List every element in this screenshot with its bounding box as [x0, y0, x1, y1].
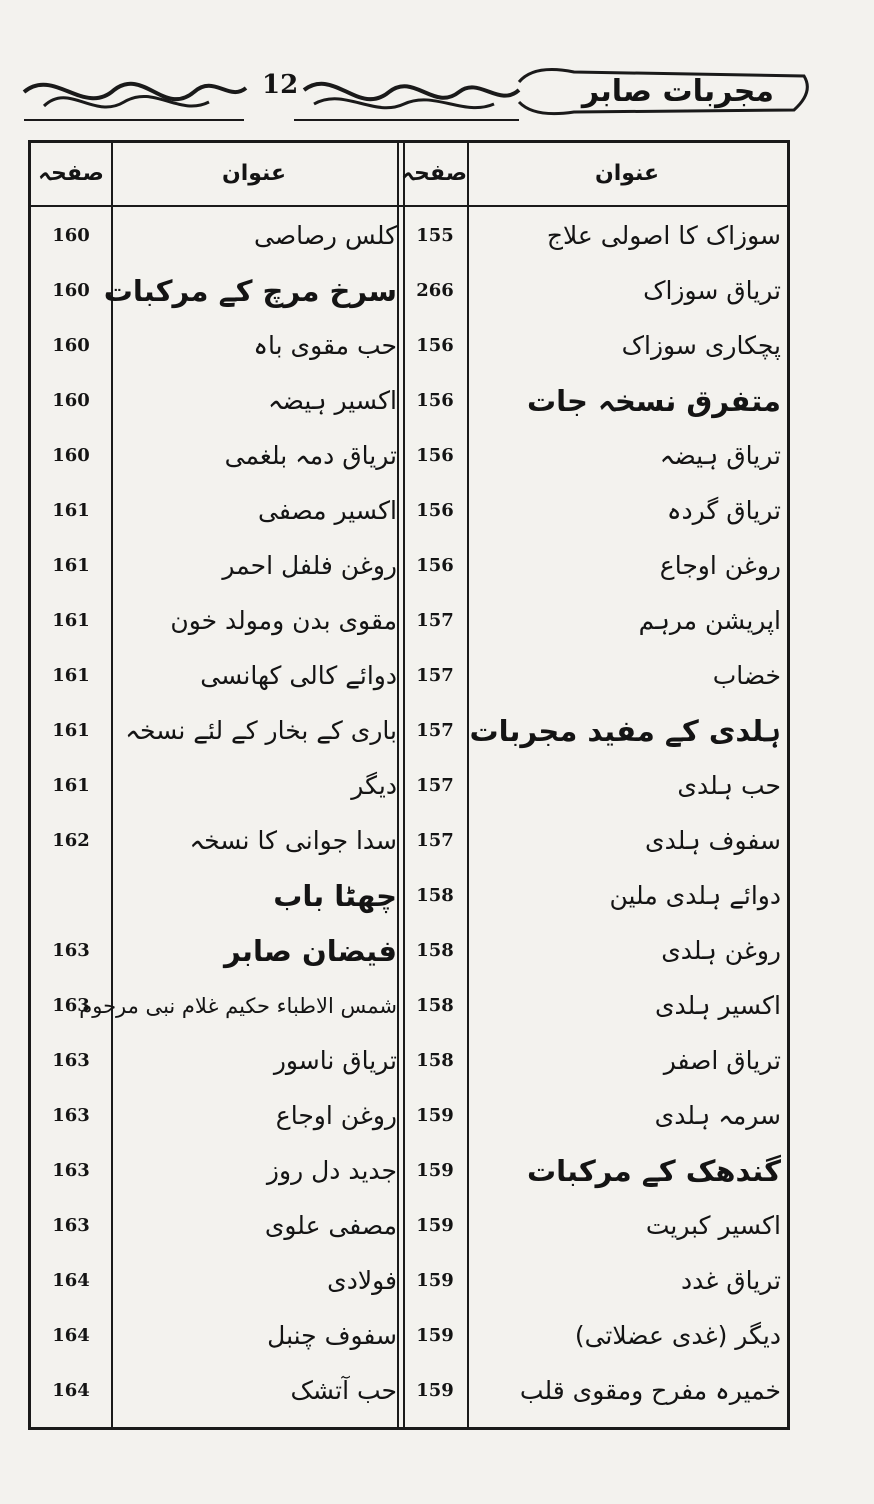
table-row: [31, 704, 787, 758]
right-entry-title: تریاق اصفر: [663, 1046, 781, 1075]
left-entry-page: 162: [52, 830, 90, 851]
right-entry-title: روغن اوجاع: [659, 551, 781, 580]
table-row: [31, 319, 787, 373]
right-entry-title: پچکاری سوزاک: [621, 331, 781, 360]
right-entry-title: روغن ہلدی: [661, 936, 781, 965]
left-entry-title: سفوف چنبل: [267, 1321, 397, 1350]
right-section-heading: ہلدی کے مفید مجربات: [469, 714, 781, 748]
left-entry-page: 164: [52, 1270, 90, 1291]
right-section-heading: متفرق نسخہ جات: [526, 384, 781, 418]
table-row: [31, 1309, 787, 1363]
table-row: [31, 814, 787, 868]
right-entry-title: تریاق گردہ: [666, 496, 781, 525]
page-number: 12: [262, 70, 299, 100]
left-entry-page: 163: [52, 1215, 90, 1236]
right-entry-title: خضاب: [712, 661, 781, 690]
left-entry-page: 160: [52, 390, 90, 411]
right-entry-title: دیگر (غدی عضلاتی): [574, 1321, 781, 1350]
left-title-header: عنوان: [221, 161, 287, 186]
right-entry-title: اپریشن مرہم: [638, 606, 781, 635]
left-entry-page: 163: [52, 1160, 90, 1181]
table-row: [31, 1254, 787, 1308]
table-row: [31, 264, 787, 318]
right-entry-page: 157: [416, 720, 454, 741]
right-entry-page: 156: [416, 390, 454, 411]
right-entry-title: سفوف ہلدی: [645, 826, 781, 855]
right-entry-title: اکسیر کبریت: [645, 1211, 781, 1240]
right-entry-title: سرمہ ہلدی: [654, 1101, 781, 1130]
right-section-heading: گندھک کے مرکبات: [526, 1154, 781, 1188]
left-page-header: صفحہ: [38, 161, 104, 186]
contents-table: [28, 140, 790, 1430]
right-entry-page: 157: [416, 830, 454, 851]
table-row: [31, 924, 787, 978]
left-entry-page: 163: [52, 995, 90, 1016]
right-entry-page: 159: [416, 1380, 454, 1401]
right-entry-title: تریاق سوزاک: [643, 276, 781, 305]
table-row: [31, 1144, 787, 1198]
left-entry-page: 163: [52, 1050, 90, 1071]
right-entry-page: 158: [416, 885, 454, 906]
left-entry-page: 163: [52, 1105, 90, 1126]
right-entry-title: حب ہلدی: [677, 771, 781, 800]
left-entry-page: 161: [52, 610, 90, 631]
left-section-heading: چھٹا باب: [273, 879, 397, 913]
left-entry-page: 164: [52, 1325, 90, 1346]
right-entry-page: 155: [416, 225, 454, 246]
right-entry-page: 158: [416, 995, 454, 1016]
book-title: مجربات صابر: [581, 74, 774, 109]
right-entry-title: تریاق ہیضہ: [659, 441, 781, 470]
left-entry-page: 161: [52, 720, 90, 741]
table-row: [31, 374, 787, 428]
left-entry-title: سدا جوانی کا نسخہ: [189, 826, 397, 855]
table-row: [31, 759, 787, 813]
right-entry-page: 158: [416, 940, 454, 961]
left-entry-title: شمس الاطباء حکیم غلام نبی مرحوم: [79, 994, 397, 1018]
right-entry-page: 156: [416, 445, 454, 466]
page-header: [14, 62, 814, 124]
left-entry-title: جدید دل روز: [266, 1156, 397, 1185]
left-entry-title: اکسیر مصفی: [258, 496, 397, 525]
left-entry-page: 160: [52, 225, 90, 246]
left-entry-title: حب مقوی باہ: [253, 331, 397, 360]
table-row: [31, 1034, 787, 1088]
table-row: [31, 869, 787, 923]
right-entry-page: 156: [416, 335, 454, 356]
right-entry-title: سوزاک کا اصولی علاج: [546, 221, 781, 250]
left-section-heading: فیضان صابر: [224, 934, 397, 968]
left-entry-title: باری کے بخار کے لئے نسخہ: [125, 716, 397, 745]
left-entry-page: [31, 869, 111, 923]
right-entry-title: دوائے ہلدی ملین: [609, 881, 781, 910]
left-entry-title: تریاق ناسور: [273, 1046, 397, 1075]
right-entry-title: خمیرہ مفرح ومقوی قلب: [519, 1376, 781, 1405]
table-row: [31, 209, 787, 263]
right-entry-page: 159: [416, 1270, 454, 1291]
left-entry-page: 164: [52, 1380, 90, 1401]
left-entry-page: 161: [52, 775, 90, 796]
table-row: [31, 484, 787, 538]
right-entry-page: 159: [416, 1325, 454, 1346]
table-row: [31, 594, 787, 648]
left-entry-title: فولادی: [327, 1266, 397, 1295]
table-row: [31, 1089, 787, 1143]
right-entry-title: تریاق غدد: [681, 1266, 781, 1295]
left-entry-title: حب آتشک: [290, 1376, 397, 1405]
left-entry-title: روغن اوجاع: [275, 1101, 397, 1130]
left-entry-page: 160: [52, 445, 90, 466]
left-entry-page: 160: [52, 280, 90, 301]
right-entry-page: 157: [416, 665, 454, 686]
right-entry-page: 157: [416, 610, 454, 631]
table-row: [31, 429, 787, 483]
left-entry-title: مقوی بدن ومولد خون: [170, 606, 397, 635]
left-entry-page: 161: [52, 555, 90, 576]
right-title-header: عنوان: [594, 161, 660, 186]
table-row: [31, 979, 787, 1033]
right-entry-title: اکسیر ہلدی: [654, 991, 781, 1020]
table-row: [31, 1199, 787, 1253]
right-entry-page: 156: [416, 555, 454, 576]
right-entry-page: 156: [416, 500, 454, 521]
table-row: [31, 649, 787, 703]
header-rule: [31, 205, 787, 207]
left-entry-title: مصفی علوی: [264, 1211, 397, 1240]
right-entry-page: 158: [416, 1050, 454, 1071]
left-entry-title: کلس رصاصی: [254, 221, 397, 250]
left-entry-page: 163: [52, 940, 90, 961]
table-row: [31, 539, 787, 593]
right-page-header: صفحہ: [401, 161, 467, 186]
right-entry-page: 159: [416, 1160, 454, 1181]
right-entry-page: 159: [416, 1105, 454, 1126]
left-entry-title: اکسیر ہیضہ: [268, 386, 397, 415]
left-entry-page: 160: [52, 335, 90, 356]
right-entry-page: 266: [416, 280, 454, 301]
left-entry-title: دوائے کالی کھانسی: [200, 661, 397, 690]
left-section-heading: سرخ مرچ کے مرکبات: [103, 274, 397, 308]
left-entry-page: 161: [52, 665, 90, 686]
table-row: [31, 1364, 787, 1418]
left-entry-title: روغن فلفل احمر: [222, 551, 397, 580]
right-entry-page: 157: [416, 775, 454, 796]
left-entry-page: 161: [52, 500, 90, 521]
left-entry-title: دیگر: [351, 771, 397, 800]
left-entry-title: تریاق دمہ بلغمی: [224, 441, 397, 470]
right-entry-page: 159: [416, 1215, 454, 1236]
